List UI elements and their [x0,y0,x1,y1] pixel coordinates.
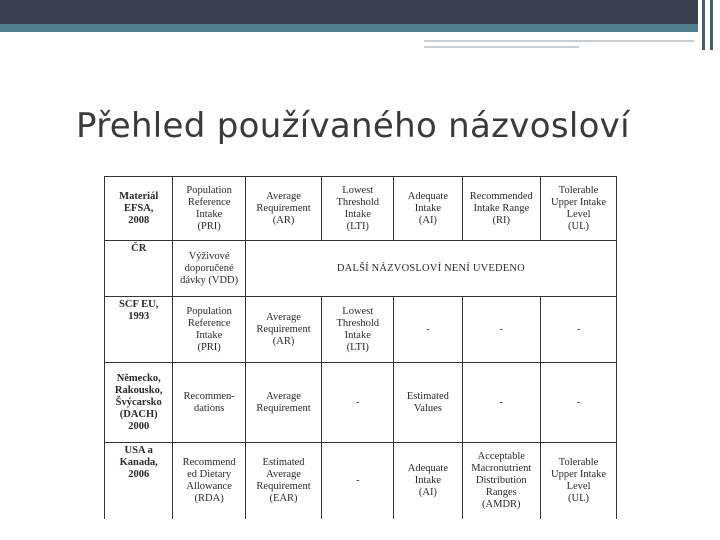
cell-merged-note: DALŠÍ NÁZVOSLOVÍ NENÍ UVEDENO [245,241,616,297]
header-cell-ar: Average Requirement (AR) [245,177,321,241]
slide-top-bar [0,0,720,24]
table-row [105,177,617,241]
cell-scf-lti: Lowest Threshold Intake (LTI) [322,297,394,363]
row-label-dach: Německo, Rakousko, Švýcarsko (DACH) 2000 [105,363,173,443]
cell-usa-pri: Recommend ed Dietary Allowance (RDA) [173,443,245,519]
header-cell-ai: Adequate Intake (AI) [394,177,462,241]
cell-vdd: Výživové doporučené dávky (VDD) [173,241,245,297]
cell-dach-ul: - [541,363,617,443]
slide-top-accent-bar [0,24,720,32]
row-label-usa: USA a Kanada, 2006 [105,443,173,519]
page-title: Přehled používaného názvosloví [76,106,630,146]
header-cell-material: Materiál EFSA, 2008 [105,177,173,241]
header-cell-lti: Lowest Threshold Intake (LTI) [322,177,394,241]
cell-scf-ri: - [462,297,541,363]
cell-scf-ar: Average Requirement (AR) [245,297,321,363]
table-row [105,443,617,519]
cell-usa-lti: - [322,443,394,519]
cell-dach-ar: Average Requirement [245,363,321,443]
nomenclature-table [104,176,617,519]
cell-dach-pri: Recommen- dations [173,363,245,443]
slide-top-bar-end [698,0,720,50]
cell-scf-pri: Population Reference Intake (PRI) [173,297,245,363]
cell-dach-ai: Estimated Values [394,363,462,443]
cell-usa-ar: Estimated Average Requirement (EAR) [245,443,321,519]
cell-scf-ul: - [541,297,617,363]
cell-scf-ai: - [394,297,462,363]
header-cell-pri: Population Reference Intake (PRI) [173,177,245,241]
row-label-cr: ČR [105,241,173,297]
header-cell-ri: Recommended Intake Range (RI) [462,177,541,241]
table-row [105,241,617,297]
table-row [105,297,617,363]
cell-dach-lti: - [322,363,394,443]
header-cell-ul: Tolerable Upper Intake Level (UL) [541,177,617,241]
cell-usa-ai: Adequate Intake (AI) [394,443,462,519]
decorative-line [424,46,579,48]
cell-dach-ri: - [462,363,541,443]
cell-usa-ri: Acceptable Macronutrient Distribution Ranges (AMDR) [462,443,541,519]
table-row [105,363,617,443]
row-label-scf: SCF EU, 1993 [105,297,173,363]
decorative-line [424,40,694,42]
cell-usa-ul: Tolerable Upper Intake Level (UL) [541,443,617,519]
